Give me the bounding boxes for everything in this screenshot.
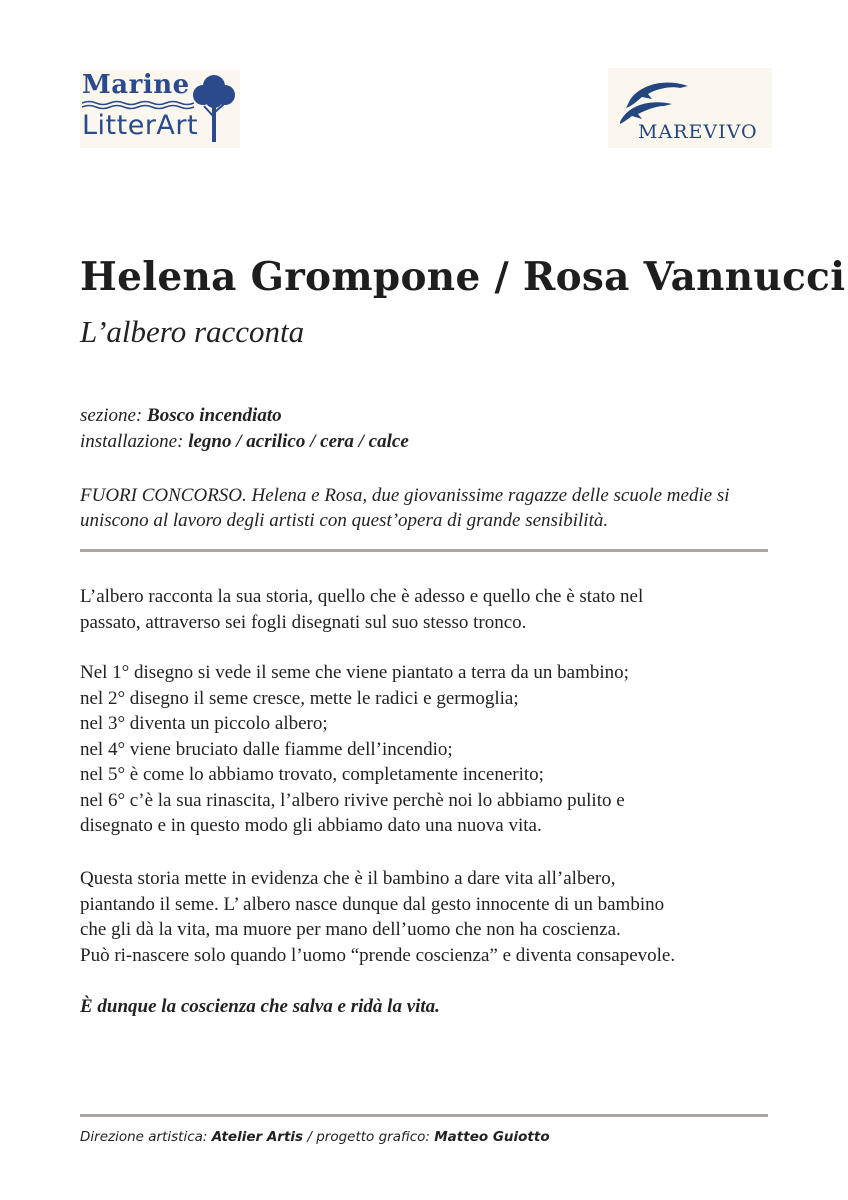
text-line: piantando il seme. L’ albero nasce dunque dal gesto innocente di un bambino bbox=[80, 893, 665, 915]
text-line: L’albero racconta la sua storia, quello che è adesso e quello che è stato nel bbox=[80, 586, 644, 607]
text-line: Questa storia mette in evidenza che è il bambino a dare vita all’albero, bbox=[80, 868, 616, 889]
body-paragraph-1 bbox=[80, 584, 780, 635]
logo-marine-text: Marine bbox=[82, 70, 190, 100]
page-title: Helena Grompone / Rosa Vannucci bbox=[80, 254, 846, 300]
section-label: sezione: bbox=[80, 405, 143, 426]
text-line: Nel 1° disegno si vede il seme che viene piantato a terra da un bambino; bbox=[80, 662, 629, 683]
intro-paragraph: FUORI CONCORSO. Helena e Rosa, due giovanissime ragazze delle scuole medie si uniscono al lavoro degli artisti con quest’opera di grande sensibilità. bbox=[80, 485, 730, 531]
divider-bottom bbox=[80, 1114, 768, 1117]
direction-label: Direzione artistica: bbox=[80, 1129, 208, 1145]
design-value: Matteo Guiotto bbox=[434, 1129, 550, 1145]
credits-footer bbox=[80, 1129, 550, 1145]
direction-value: Atelier Artis bbox=[211, 1129, 304, 1145]
divider-top bbox=[80, 549, 768, 552]
body-paragraph-2 bbox=[80, 660, 780, 839]
design-label: progetto grafico: bbox=[316, 1129, 430, 1145]
text-line: nel 3° diventa un piccolo albero; bbox=[80, 713, 328, 734]
text-line: nel 5° è come lo abbiamo trovato, completamente incenerito; bbox=[80, 764, 544, 785]
tree-icon bbox=[192, 72, 236, 144]
marine-litterart-logo bbox=[80, 70, 240, 148]
text-line: passato, attraverso sei fogli disegnati sul suo stesso tronco. bbox=[80, 611, 527, 633]
dolphins-icon bbox=[616, 74, 696, 124]
installation-value: legno / acrilico / cera / calce bbox=[188, 431, 409, 452]
logo-marevivo-text: MAREVIVO bbox=[638, 121, 758, 143]
section-value: Bosco incendiato bbox=[147, 405, 282, 426]
text-line: nel 6° c’è la sua rinascita, l’albero rivive perchè noi lo abbiamo pulito e bbox=[80, 789, 625, 811]
text-line: nel 2° disegno il seme cresce, mette le radici e germoglia; bbox=[80, 687, 519, 709]
section-line bbox=[80, 405, 282, 427]
logo-litterart-text: LitterArt bbox=[82, 110, 199, 141]
body-paragraph-3 bbox=[80, 866, 780, 968]
text-line: nel 4° viene bruciato dalle fiamme dell’incendio; bbox=[80, 738, 453, 760]
text-line: che gli dà la vita, ma muore per mano dell’uomo che non ha coscienza. bbox=[80, 919, 621, 940]
installation-line bbox=[80, 431, 409, 453]
text-line: disegnato e in questo modo gli abbiamo dato una nuova vita. bbox=[80, 815, 542, 836]
marevivo-logo bbox=[608, 68, 772, 148]
text-line: Può ri-nascere solo quando l’uomo “prende coscienza” e diventa consapevole. bbox=[80, 944, 676, 966]
credits-separator: / bbox=[303, 1129, 317, 1145]
closing-statement: È dunque la coscienza che salva e ridà la vita. bbox=[80, 996, 440, 1017]
artwork-title: L’albero racconta bbox=[80, 314, 305, 349]
waves-icon bbox=[82, 100, 194, 110]
installation-label: installazione: bbox=[80, 431, 184, 452]
